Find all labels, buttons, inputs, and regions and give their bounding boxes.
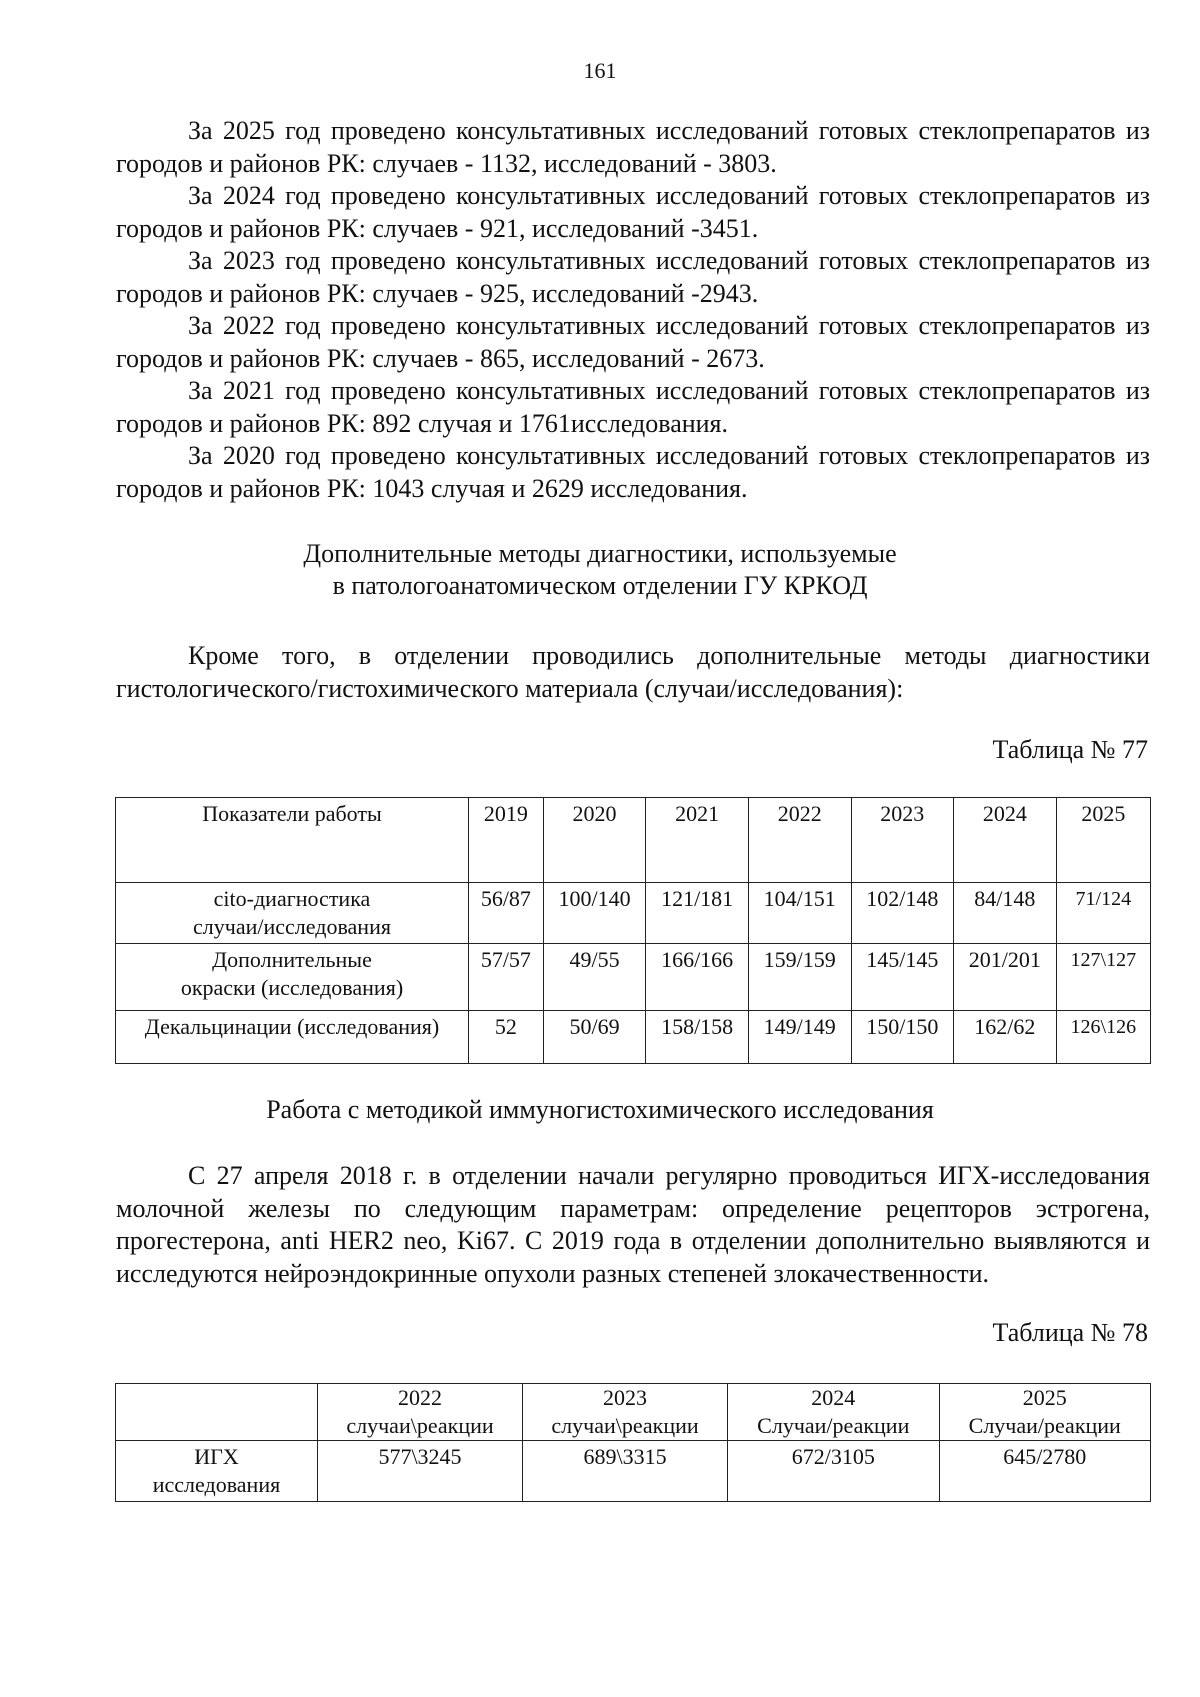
section2-paragraph: С 27 апреля 2018 г. в отделении начали регулярно проводиться ИГХ-исследования молочной железы по следующим параметрам: определение рецепторов эстрогена, прогестерона, anti HER2 neo, Ki67. С 2019 года в отделении дополнительно выявляются и исследуются нейроэндокринные опухоли разных степеней злокачественности. xyxy=(116,1161,1150,1288)
header-cell-empty xyxy=(116,1384,318,1441)
table-row xyxy=(116,883,1151,944)
table-cell: 52 xyxy=(469,1011,544,1064)
intro-block xyxy=(116,115,1150,505)
table-cell: 150/150 xyxy=(851,1011,954,1064)
header-cell xyxy=(939,1384,1151,1441)
section1-paragraph: Кроме того, в отделении проводились дополнительные методы диагностики гистологического/гистохимического материала (случаи/исследования): xyxy=(116,641,1150,703)
header-year: 2024 xyxy=(811,1385,856,1410)
table-cell: 201/201 xyxy=(954,944,1057,1011)
row-label-line: ИГХ xyxy=(194,1444,239,1469)
table-cell: 57/57 xyxy=(469,944,544,1011)
table-cell: 645/2780 xyxy=(939,1441,1151,1502)
header-cell xyxy=(523,1384,728,1441)
table-cell: 100/140 xyxy=(543,883,646,944)
header-subtitle: Случаи/реакции xyxy=(968,1413,1121,1438)
table78-caption: Таблица № 78 xyxy=(992,1318,1148,1347)
section2-heading: Работа с методикой иммуногистохимического исследования xyxy=(266,1095,934,1124)
table-cell: 166/166 xyxy=(646,944,749,1011)
row-label-line: исследования xyxy=(152,1472,281,1497)
table-cell: 71/124 xyxy=(1056,883,1150,944)
table-cell: 121/181 xyxy=(646,883,749,944)
header-cell: 2024 xyxy=(954,798,1057,883)
table-cell: 577\3245 xyxy=(318,1441,523,1502)
table-cell: 104/151 xyxy=(748,883,851,944)
header-cell: 2023 xyxy=(851,798,954,883)
header-cell xyxy=(318,1384,523,1441)
section1-heading xyxy=(0,538,1200,602)
table-cell: 158/158 xyxy=(646,1011,749,1064)
header-subtitle: случаи\реакции xyxy=(551,1413,699,1438)
table-cell: 49/55 xyxy=(543,944,646,1011)
table-cell: 145/145 xyxy=(851,944,954,1011)
header-cell: 2025 xyxy=(1056,798,1150,883)
table-cell: 56/87 xyxy=(469,883,544,944)
row-label-cell xyxy=(116,944,469,1011)
header-year: 2025 xyxy=(1022,1385,1067,1410)
header-year: 2022 xyxy=(398,1385,442,1410)
header-year: 2023 xyxy=(603,1385,648,1410)
table-cell: 162/62 xyxy=(954,1011,1057,1064)
row-label-line: cito-диагностика xyxy=(213,886,371,911)
section1-heading-line2: в патологоанатомическом отделении ГУ КРКОД xyxy=(332,571,868,600)
header-cell xyxy=(728,1384,939,1441)
header-subtitle: случаи\реакции xyxy=(346,1413,494,1438)
table-77 xyxy=(115,797,1151,1064)
table-cell: 672/3105 xyxy=(728,1441,939,1502)
table-cell: 159/159 xyxy=(748,944,851,1011)
table-header-row xyxy=(116,1384,1151,1441)
section1-heading-line1: Дополнительные методы диагностики, используемые xyxy=(303,539,897,568)
table-cell: 689\3315 xyxy=(523,1441,728,1502)
table-row xyxy=(116,1441,1151,1502)
intro-paragraph: За 2022 год проведено консультативных исследований готовых стеклопрепаратов из городов и районов РК: случаев - 865, исследований - 2673. xyxy=(116,311,1150,373)
header-cell: 2022 xyxy=(748,798,851,883)
table-row xyxy=(116,944,1151,1011)
table-cell: 126\126 xyxy=(1056,1011,1150,1064)
row-label-cell: Декальцинации (исследования) xyxy=(116,1011,469,1064)
intro-paragraph: За 2025 год проведено консультативных исследований готовых стеклопрепаратов из городов и районов РК: случаев - 1132, исследований - 3803. xyxy=(116,116,1150,178)
table-cell: 84/148 xyxy=(954,883,1057,944)
header-subtitle: Случаи/реакции xyxy=(757,1413,910,1438)
section1-body xyxy=(116,640,1150,705)
table77-caption: Таблица № 77 xyxy=(992,735,1148,764)
table-cell: 149/149 xyxy=(748,1011,851,1064)
section2-body xyxy=(116,1160,1150,1290)
row-label-line: Дополнительные xyxy=(212,947,372,972)
row-label-line: случаи/исследования xyxy=(193,914,391,939)
table-row xyxy=(116,1011,1151,1064)
row-label-cell xyxy=(116,1441,318,1502)
header-cell: 2019 xyxy=(469,798,544,883)
header-cell: 2020 xyxy=(543,798,646,883)
intro-paragraph: За 2023 год проведено консультативных исследований готовых стеклопрепаратов из городов и районов РК: случаев - 925, исследований -2943. xyxy=(116,246,1150,308)
intro-paragraph: За 2024 год проведено консультативных исследований готовых стеклопрепаратов из городов и районов РК: случаев - 921, исследований -3451. xyxy=(116,181,1150,243)
row-label-line: окраски (исследования) xyxy=(180,975,404,1000)
header-cell: 2021 xyxy=(646,798,749,883)
table-header-row xyxy=(116,798,1151,883)
intro-paragraph: За 2021 год проведено консультативных исследований готовых стеклопрепаратов из городов и районов РК: 892 случая и 1761исследования. xyxy=(116,376,1150,438)
header-cell: Показатели работы xyxy=(116,798,469,883)
table-cell: 102/148 xyxy=(851,883,954,944)
table-cell: 127\127 xyxy=(1056,944,1150,1011)
page-number: 161 xyxy=(583,58,617,83)
table-cell: 50/69 xyxy=(543,1011,646,1064)
intro-paragraph: За 2020 год проведено консультативных исследований готовых стеклопрепаратов из городов и районов РК: 1043 случая и 2629 исследования. xyxy=(116,441,1150,503)
row-label-cell xyxy=(116,883,469,944)
table-78 xyxy=(115,1383,1151,1502)
